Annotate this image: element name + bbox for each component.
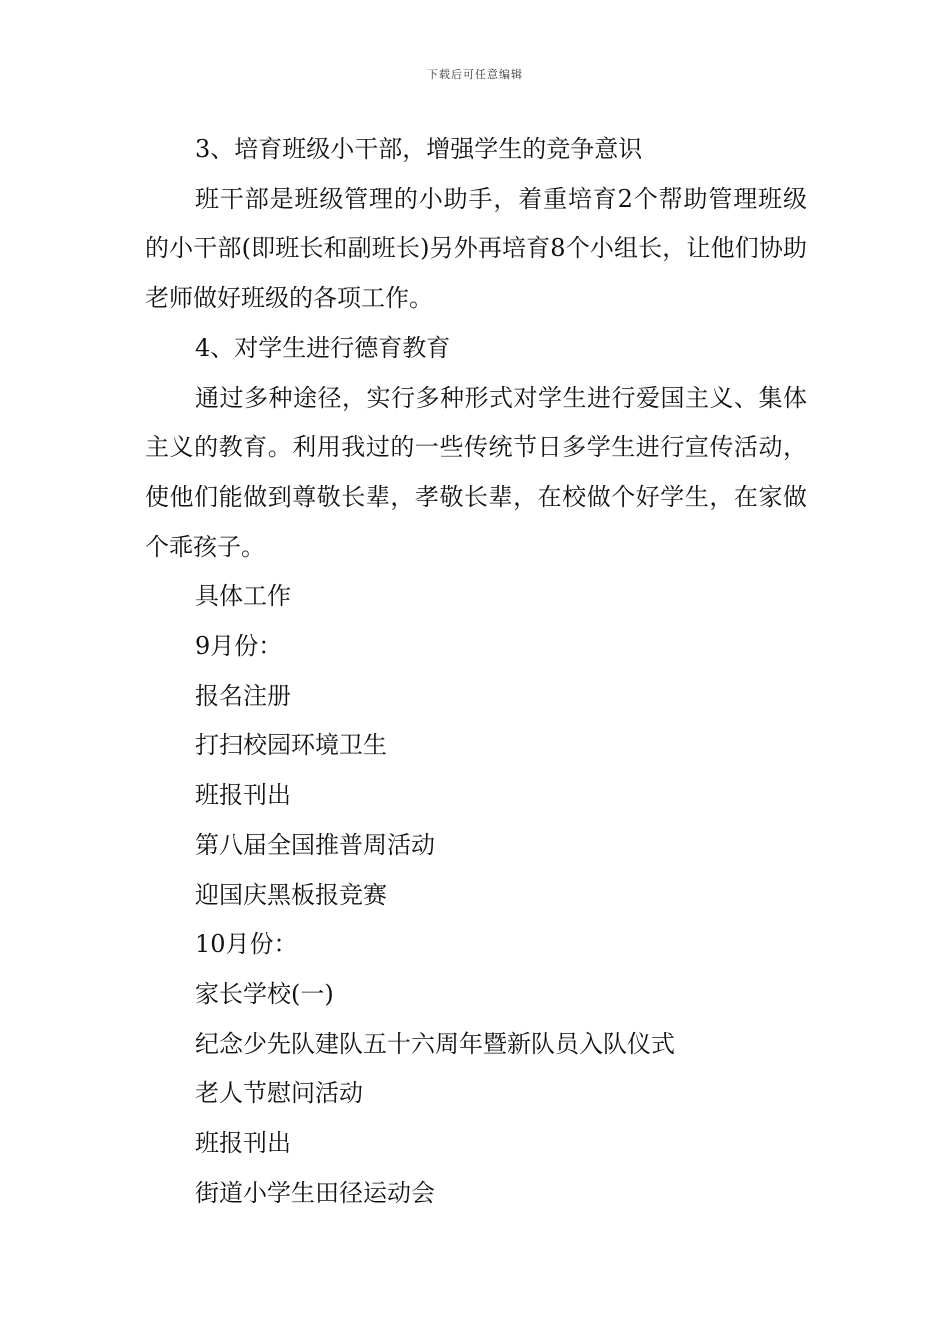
section-heading-specific-work: 具体工作 — [195, 582, 291, 611]
list-item: 班报刊出 — [195, 1129, 291, 1158]
paragraph-class-cadres: 班干部是班级管理的小助手，着重培育2个帮助管理班级的小干部(即班长和副班长)另外再培育8个小组长，让他们协助老师做好班级的各项工作。 — [145, 184, 807, 313]
list-item: 街道小学生田径运动会 — [195, 1178, 435, 1207]
list-item: 第八届全国推普周活动 — [195, 830, 435, 859]
list-item: 报名注册 — [195, 681, 291, 710]
list-item: 纪念少先队建队五十六周年暨新队员入队仪式 — [195, 1029, 675, 1058]
list-item: 迎国庆黑板报竞赛 — [195, 880, 387, 909]
month-heading-september: 9月份： — [195, 632, 283, 661]
document-body — [145, 125, 807, 1218]
list-item: 班报刊出 — [195, 781, 291, 810]
header-note: 下载后可任意编辑 — [427, 68, 523, 81]
paragraph-moral-education: 通过多种途径，实行多种形式对学生进行爱国主义、集体主义的教育。利用我过的一些传统节日多学生进行宣传活动，使他们能做到尊敬长辈，孝敬长辈，在校做个好学生，在家做个乖孩子。 — [145, 383, 807, 561]
section-heading-4: 4、对学生进行德育教育 — [195, 333, 451, 362]
list-item: 家长学校(一) — [195, 979, 334, 1008]
list-item: 打扫校园环境卫生 — [195, 731, 387, 760]
list-item: 老人节慰问活动 — [195, 1079, 363, 1108]
section-heading-3: 3、培育班级小干部，增强学生的竞争意识 — [195, 135, 643, 163]
month-heading-october: 10月份： — [195, 930, 298, 959]
